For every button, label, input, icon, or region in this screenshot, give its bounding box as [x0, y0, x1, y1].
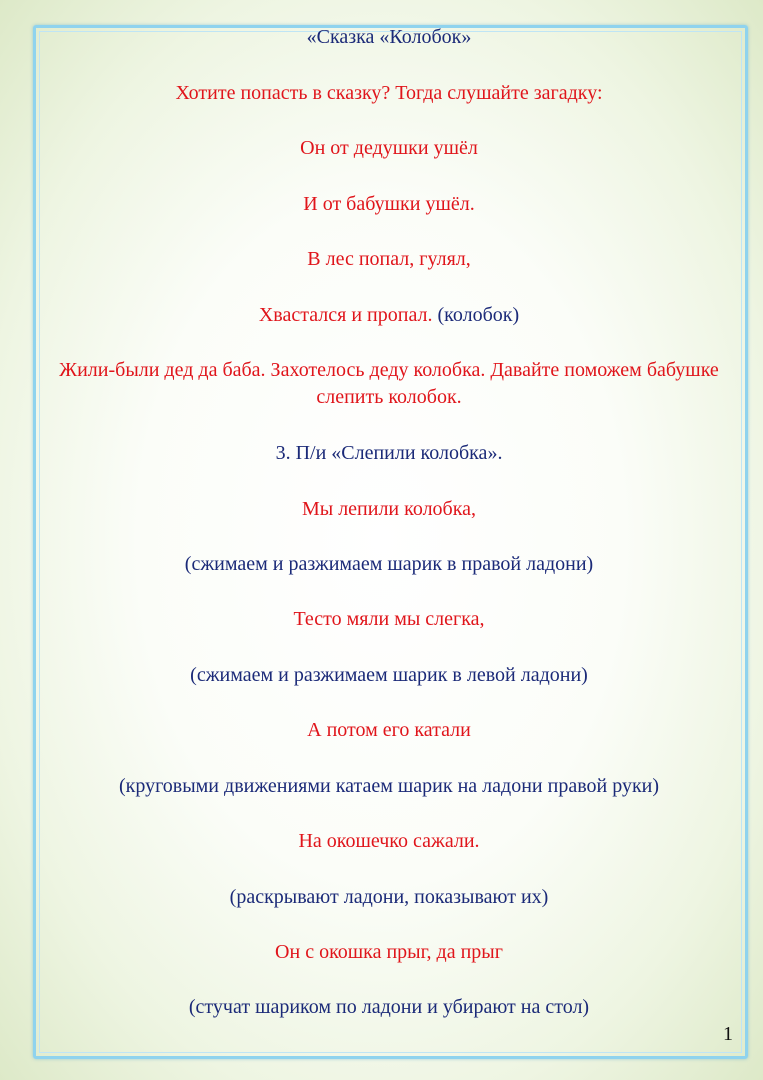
- poem-action: (стучат шариком по ладони и убирают на стол): [188, 996, 590, 1018]
- riddle-line: И от бабушки ушёл.: [303, 193, 475, 215]
- game-heading: 3. П/и «Слепили колобка».: [275, 442, 503, 464]
- poem-action: (раскрывают ладони, показывают их): [229, 886, 549, 908]
- poem-line: Тесто мяли мы слегка,: [293, 608, 485, 630]
- poem-line: Он с окошка прыг, да прыг: [275, 941, 503, 963]
- poem-action: (круговыми движениями катаем шарик на ладони правой руки): [118, 775, 660, 797]
- riddle-line: Хвастался и пропал.: [258, 304, 433, 326]
- riddle-line: Он от дедушки ушёл: [300, 137, 478, 159]
- riddle-last-line-row: [38, 302, 740, 329]
- poem-line: На окошечко сажали.: [298, 830, 480, 852]
- intro-text: Хотите попасть в сказку? Тогда слушайте загадку:: [175, 82, 603, 104]
- poem-action: (сжимаем и разжимаем шарик в левой ладони): [190, 664, 588, 686]
- riddle-answer: (колобок): [437, 304, 520, 326]
- riddle-line: В лес попал, гулял,: [307, 248, 471, 270]
- poem-line: А потом его катали: [307, 719, 471, 741]
- document-title: «Сказка «Колобок»: [306, 26, 472, 48]
- poem-line: Мы лепили колобка,: [301, 498, 477, 520]
- story-text: Жили-были дед да баба. Захотелось деду колобка. Давайте поможем бабушке слепить колобок.: [59, 359, 719, 408]
- poem-action: (сжимаем и разжимаем шарик в правой ладони): [184, 553, 594, 575]
- page-number: 1: [723, 1023, 733, 1045]
